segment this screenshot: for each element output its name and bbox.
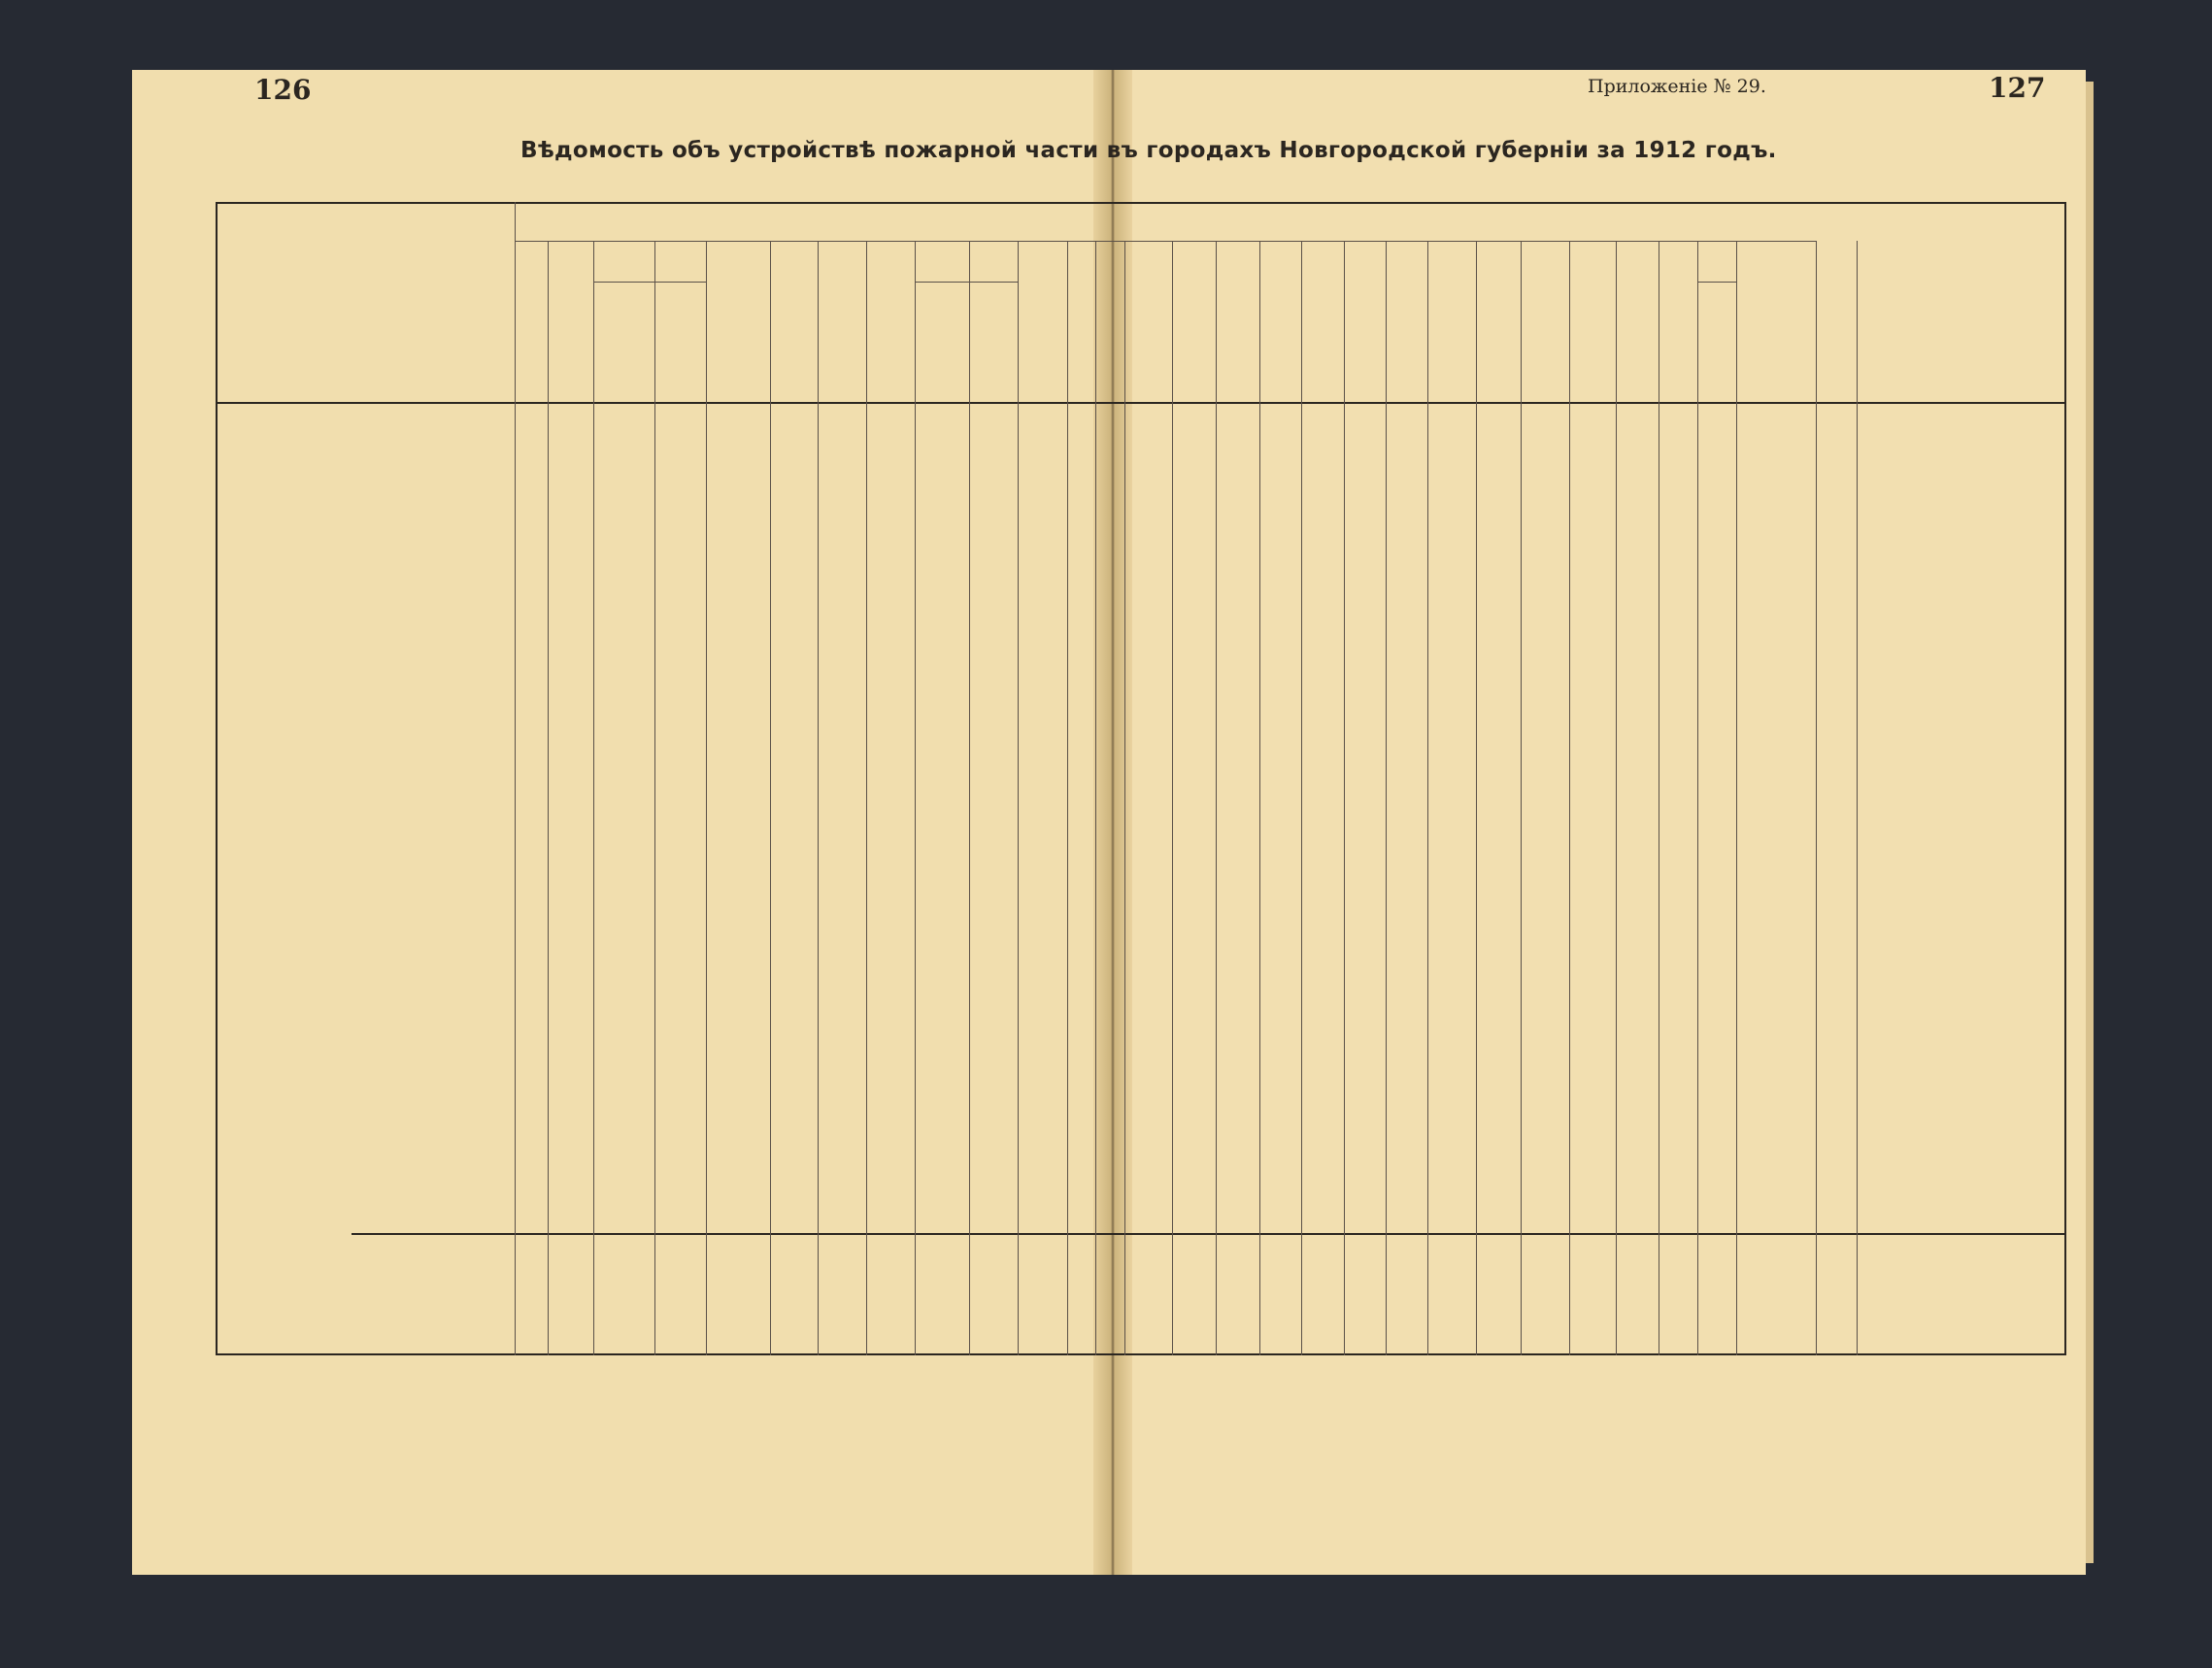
column-header bbox=[772, 247, 816, 396]
page-number-left: 126 bbox=[254, 74, 312, 106]
column-header bbox=[1699, 287, 1734, 396]
column-divider bbox=[1427, 241, 1428, 1355]
column-divider bbox=[548, 241, 549, 1355]
column-divider bbox=[1018, 241, 1019, 1355]
table-top-border bbox=[216, 202, 2066, 204]
appendix-label: Приложеніе № 29. bbox=[1588, 76, 1766, 97]
column-header bbox=[1303, 247, 1342, 396]
column-header bbox=[517, 247, 546, 396]
column-divider bbox=[1172, 241, 1173, 1355]
column-divider bbox=[706, 241, 707, 1355]
column-divider bbox=[1216, 241, 1217, 1355]
column-divider bbox=[1857, 241, 1858, 1355]
column-header bbox=[1523, 247, 1567, 396]
column-header bbox=[1020, 287, 1065, 396]
table-right-border bbox=[2064, 202, 2066, 1355]
column-divider bbox=[915, 241, 916, 1355]
column-divider bbox=[1569, 241, 1570, 1355]
column-divider bbox=[1259, 241, 1260, 1355]
column-divider bbox=[1344, 241, 1345, 1355]
column-divider bbox=[1736, 241, 1737, 1355]
runs-rule bbox=[915, 282, 1018, 283]
column-header bbox=[1429, 247, 1474, 396]
page-number-right: 127 bbox=[1989, 72, 2046, 104]
column-header bbox=[917, 287, 967, 396]
column-divider bbox=[1697, 241, 1698, 1355]
column-header bbox=[1261, 247, 1299, 396]
column-divider bbox=[1301, 241, 1302, 1355]
table-header-bottom bbox=[216, 402, 2066, 404]
column-header bbox=[1571, 247, 1614, 396]
statistics-table bbox=[216, 202, 2066, 1557]
table-total-rule bbox=[352, 1233, 2066, 1235]
column-divider bbox=[515, 202, 516, 1355]
column-header bbox=[1218, 247, 1257, 396]
column-header bbox=[708, 247, 768, 396]
column-header bbox=[595, 287, 653, 396]
column-divider bbox=[1386, 241, 1387, 1355]
column-divider bbox=[593, 241, 594, 1355]
column-divider bbox=[770, 241, 771, 1355]
column-divider bbox=[866, 241, 867, 1355]
column-divider bbox=[1816, 241, 1817, 1355]
sub-header-rule bbox=[593, 282, 706, 283]
column-header bbox=[1174, 247, 1214, 396]
column-header bbox=[1097, 247, 1123, 396]
column-divider bbox=[1616, 241, 1617, 1355]
column-divider bbox=[1124, 241, 1125, 1355]
group-header-rule bbox=[515, 241, 1816, 242]
column-header bbox=[1346, 247, 1384, 396]
column-divider bbox=[969, 241, 970, 1355]
table-left-border bbox=[216, 202, 218, 1355]
shields-rule bbox=[1697, 282, 1736, 283]
column-header bbox=[868, 287, 913, 396]
column-divider bbox=[1067, 241, 1068, 1355]
column-header bbox=[1126, 247, 1170, 396]
table-bottom-border bbox=[216, 1353, 2066, 1355]
column-header bbox=[550, 287, 591, 396]
header-sum bbox=[1771, 208, 1849, 388]
column-divider bbox=[1095, 241, 1096, 1355]
column-header bbox=[820, 247, 864, 396]
column-header bbox=[656, 287, 704, 396]
column-header bbox=[1388, 247, 1425, 396]
column-header bbox=[1618, 247, 1657, 396]
book-spread bbox=[132, 70, 2086, 1575]
column-header bbox=[1660, 287, 1695, 396]
column-divider bbox=[1476, 241, 1477, 1355]
column-divider bbox=[818, 241, 819, 1355]
column-header bbox=[971, 287, 1016, 396]
column-divider bbox=[654, 241, 655, 1355]
column-header bbox=[1069, 247, 1093, 396]
page-edge bbox=[2086, 82, 2094, 1563]
column-divider bbox=[1521, 241, 1522, 1355]
column-header bbox=[1478, 247, 1519, 396]
page-title: Вѣдомость объ устройствѣ пожарной части въ городахъ Новгородской губерніи за 1912 годъ. bbox=[520, 138, 1777, 163]
